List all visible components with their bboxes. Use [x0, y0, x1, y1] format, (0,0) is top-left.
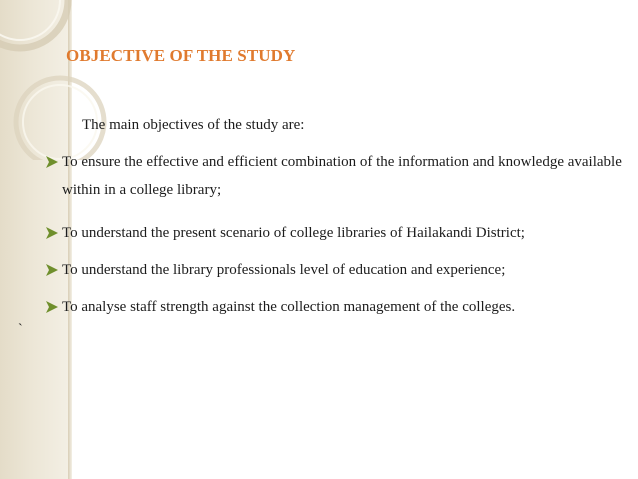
- arrow-bullet-icon: [44, 293, 60, 321]
- list-item: [44, 148, 629, 204]
- intro-text: The main objectives of the study are:: [82, 117, 305, 133]
- objective-text: To analyse staff strength against the collection management of the colleges.: [62, 299, 516, 315]
- stray-mark: `: [18, 322, 23, 337]
- list-item: [44, 293, 629, 321]
- slide-title: OBJECTIVE OF THE STUDY: [66, 46, 296, 65]
- arrow-bullet-icon: [44, 148, 60, 176]
- arrow-bullet-icon: [44, 256, 60, 284]
- objective-text: To ensure the effective and efficient combination of the information and knowledge available within in a college library;: [62, 154, 622, 198]
- arrow-bullet-icon: [44, 219, 60, 247]
- list-item: [44, 219, 629, 247]
- list-item: [44, 256, 629, 284]
- objective-text: To understand the library professionals level of education and experience;: [62, 262, 506, 278]
- objective-text: To understand the present scenario of college libraries of Hailakandi District;: [62, 225, 525, 241]
